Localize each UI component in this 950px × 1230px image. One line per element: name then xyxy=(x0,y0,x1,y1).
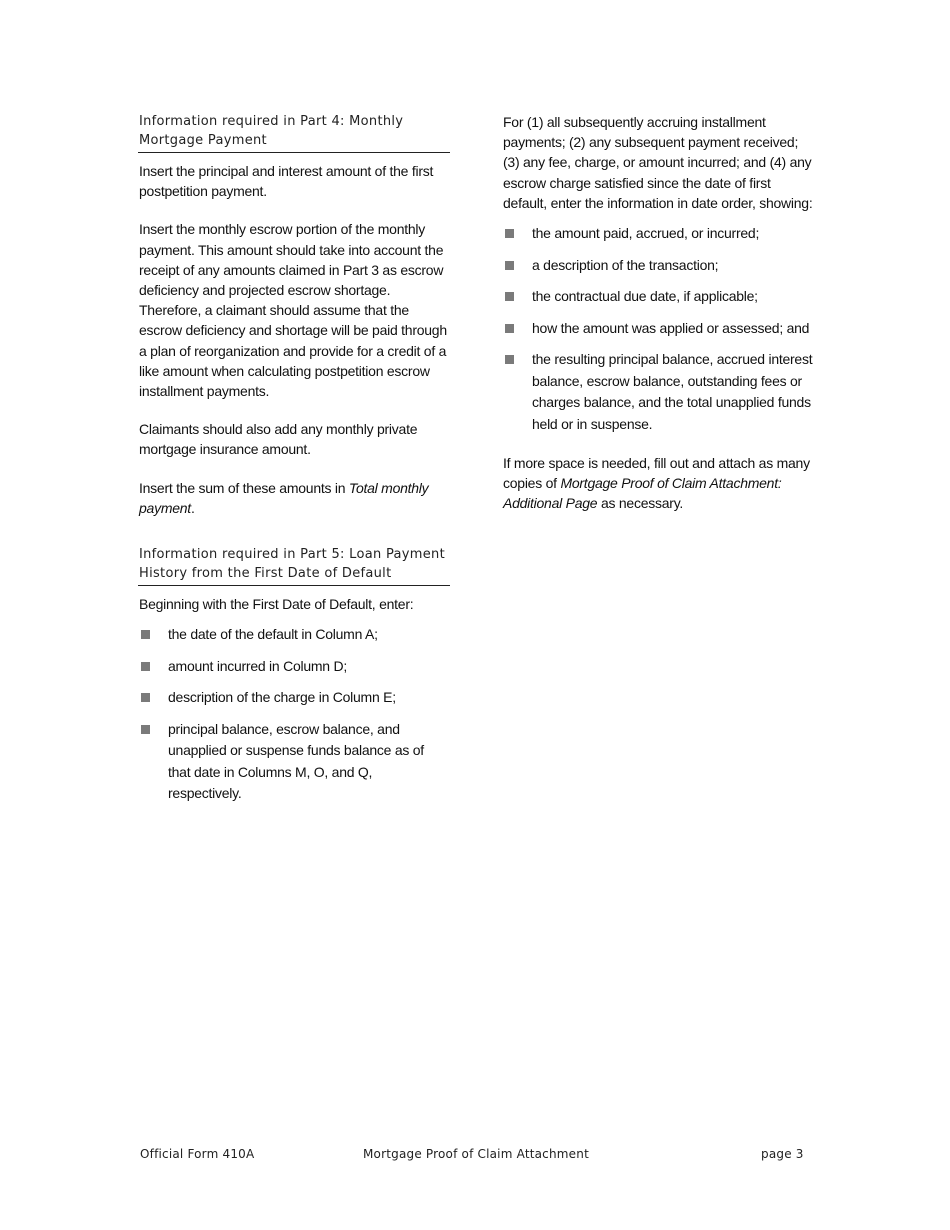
list-item-text: the date of the default in Column A; xyxy=(168,626,378,643)
list-item xyxy=(503,223,813,245)
footer-title: Mortgage Proof of Claim Attachment xyxy=(363,1147,589,1161)
footer-form-number: Official Form 410A xyxy=(140,1147,255,1161)
closing-emphasis: Mortgage Proof of Claim Attachment: Additional Page xyxy=(503,475,782,512)
list-item xyxy=(503,255,813,277)
list-item xyxy=(139,656,449,678)
left-column xyxy=(139,112,449,815)
right-column xyxy=(503,112,813,514)
list-item xyxy=(503,286,813,308)
part5-heading: Information required in Part 5: Loan Payment History from the First Date of Default xyxy=(138,545,450,586)
square-bullet-icon xyxy=(141,693,150,702)
square-bullet-icon xyxy=(505,292,514,301)
part4-p4-emphasis: Total monthly payment xyxy=(139,479,429,516)
square-bullet-icon xyxy=(505,229,514,238)
square-bullet-icon xyxy=(141,662,150,671)
right-intro: For (1) all subsequently accruing installment payments; (2) any subsequent payment received; (3) any fee, charge, or amount incurred; and (4) any escrow charge satisfied since the date of first default, enter the information in date order, showing: xyxy=(503,114,813,211)
right-closing xyxy=(503,453,813,514)
list-item-text: the amount paid, accrued, or incurred; xyxy=(532,225,760,242)
square-bullet-icon xyxy=(505,355,514,364)
list-item xyxy=(139,687,449,709)
closing-end: as necessary. xyxy=(597,495,684,512)
list-item-text: principal balance, escrow balance, and unapplied or suspense funds balance as of that date in Columns M, O, and Q, respectively. xyxy=(168,720,424,802)
list-item xyxy=(503,318,813,340)
footer-page-number: page 3 xyxy=(761,1147,804,1161)
part4-paragraph-3: Claimants should also add any monthly private mortgage insurance amount. xyxy=(139,421,418,458)
part4-p4-end: . xyxy=(190,499,195,516)
list-item xyxy=(503,349,813,435)
list-item-text: description of the charge in Column E; xyxy=(168,689,396,706)
part5-bullet-list xyxy=(139,624,449,805)
list-item-text: how the amount was applied or assessed; and xyxy=(532,319,810,336)
square-bullet-icon xyxy=(141,630,150,639)
list-item xyxy=(139,719,449,805)
list-item-text: the contractual due date, if applicable; xyxy=(532,288,758,305)
part4-paragraph-1: Insert the principal and interest amount of the first postpetition payment. xyxy=(139,163,434,200)
part4-heading: Information required in Part 4: Monthly Mortgage Payment xyxy=(138,112,450,153)
part4-paragraph-2: Insert the monthly escrow portion of the monthly payment. This amount should take into account the receipt of any amounts claimed in Part 3 as escrow deficiency and projected escrow shortage. Therefore, a claimant should assume that the escrow deficiency and shortage will be paid through a plan of reorganization and provide for a credit of a like amount when calculating postpetition escrow installment payments. xyxy=(139,221,447,400)
square-bullet-icon xyxy=(505,324,514,333)
list-item-text: the resulting principal balance, accrued interest balance, escrow balance, outstanding fees or charges balance, and the total unapplied funds held or in suspense. xyxy=(532,351,813,432)
part4-paragraph-4 xyxy=(139,478,449,518)
closing-text: If more space is needed, fill out and attach as many copies of xyxy=(503,455,810,492)
square-bullet-icon xyxy=(141,725,150,734)
list-item-text: a description of the transaction; xyxy=(532,256,719,273)
part4-p4-text: Insert the sum of these amounts in xyxy=(139,479,349,496)
list-item-text: amount incurred in Column D; xyxy=(168,657,347,674)
right-bullet-list xyxy=(503,223,813,435)
square-bullet-icon xyxy=(505,261,514,270)
list-item xyxy=(139,624,449,646)
part5-intro: Beginning with the First Date of Default, enter: xyxy=(139,596,414,613)
